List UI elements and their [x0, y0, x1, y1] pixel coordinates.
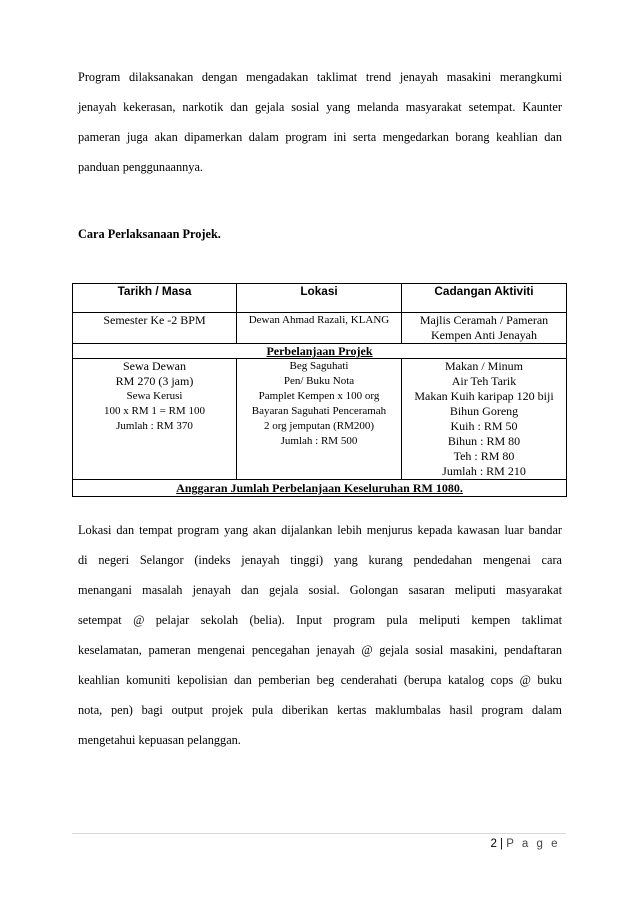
cost-line: Bihun : RM 80: [447, 434, 521, 448]
activity-line: Kempen Anti Jenayah: [431, 328, 537, 342]
footer-divider: [72, 833, 566, 834]
body-line: keahlian komuniti kepolisian dan pemberian beg cenderahati (berupa katalog cops @ buku: [78, 673, 562, 687]
body-line: setempat @ pelajar sekolah (belia). Input program pula meliputi kempen taklimat: [78, 613, 562, 627]
header-activity: Cadangan Aktiviti: [402, 284, 567, 313]
cost-line: Makan Kuih karipap 120 biji: [414, 389, 554, 403]
cost-line: Teh : RM 80: [453, 449, 515, 463]
intro-paragraph: [78, 62, 562, 182]
cost-line: Bihun Goreng: [449, 404, 519, 418]
intro-line: panduan penggunaannya.: [78, 160, 203, 174]
body-line: di negeri Selangor (indeks jenayah tinggi) yang kurang pendedahan mengenai cara: [78, 553, 562, 567]
cell-activity: [402, 313, 567, 344]
page-footer: [490, 838, 560, 850]
page-label: P a g e: [506, 838, 560, 850]
cost-line: Jumlah : RM 370: [116, 420, 193, 432]
cost-line: Pamplet Kempen x 100 org: [258, 390, 380, 402]
body-line: mengetahui kepuasan pelanggan.: [78, 733, 241, 747]
body-line: keselamatan, pameran mengenai pencegahan jenayah @ gejala sosial masakini, pendaftaran: [78, 643, 562, 657]
total-row: [73, 480, 567, 497]
cost-line: Pen/ Buku Nota: [283, 375, 355, 387]
expense-row: [73, 359, 567, 480]
cost-line: Jumlah : RM 500: [280, 435, 358, 447]
intro-line: Program dilaksanakan dengan mengadakan taklimat trend jenayah masakini merangkumi: [78, 70, 562, 84]
section-heading: Cara Perlaksanaan Projek.: [78, 227, 221, 241]
cost-line: Kuih : RM 50: [450, 419, 518, 433]
cost-line: 2 org jemputan (RM200): [263, 420, 375, 432]
cell-hall-costs: [73, 359, 237, 480]
expense-heading-row: [73, 344, 567, 359]
project-table: [72, 283, 567, 497]
cost-line: 100 x RM 1 = RM 100: [104, 405, 205, 417]
cost-line: Sewa Kerusi: [126, 390, 183, 402]
cost-line: Makan / Minum: [445, 359, 523, 373]
cost-line: Air Teh Tarik: [451, 374, 517, 388]
cost-line: Jumlah : RM 210: [442, 464, 526, 478]
body-line: Lokasi dan tempat program yang akan dijalankan lebih menjurus kepada kawasan luar bandar: [78, 523, 562, 537]
cost-line: Beg Saguhati: [289, 360, 349, 372]
activity-line: Majlis Ceramah / Pameran: [419, 313, 549, 327]
cost-line: RM 270 (3 jam): [115, 374, 194, 388]
header-date: Tarikh / Masa: [73, 284, 237, 313]
cost-line: Bayaran Saguhati Penceramah: [251, 405, 387, 417]
intro-line: pameran juga akan dipamerkan dalam program ini serta mengedarkan borang keahlian dan: [78, 130, 562, 144]
cell-location: Dewan Ahmad Razali, KLANG: [237, 313, 402, 344]
body-line: nota, pen) bagi output projek pula diberikan kertas maklumbalas hasil program dalam: [78, 703, 562, 717]
expense-heading: Perbelanjaan Projek: [73, 344, 567, 359]
page-number: 2: [490, 838, 497, 850]
cell-food-costs: [402, 359, 567, 480]
table-row: [73, 313, 567, 344]
cell-material-costs: [237, 359, 402, 480]
header-location: Lokasi: [237, 284, 402, 313]
cell-date: Semester Ke -2 BPM: [73, 313, 237, 344]
table-header-row: [73, 284, 567, 313]
intro-line: jenayah kekerasan, narkotik dan gejala sosial yang melanda masyarakat setempat. Kaunter: [78, 100, 562, 114]
body-paragraph: [78, 515, 562, 755]
body-line: menangani masalah jenayah dan gejala sosial. Golongan sasaran meliputi masyarakat: [78, 583, 562, 597]
total-amount: Anggaran Jumlah Perbelanjaan Keseluruhan RM 1080.: [73, 480, 567, 497]
cost-line: Sewa Dewan: [123, 359, 186, 373]
footer-separator: |: [500, 838, 504, 850]
